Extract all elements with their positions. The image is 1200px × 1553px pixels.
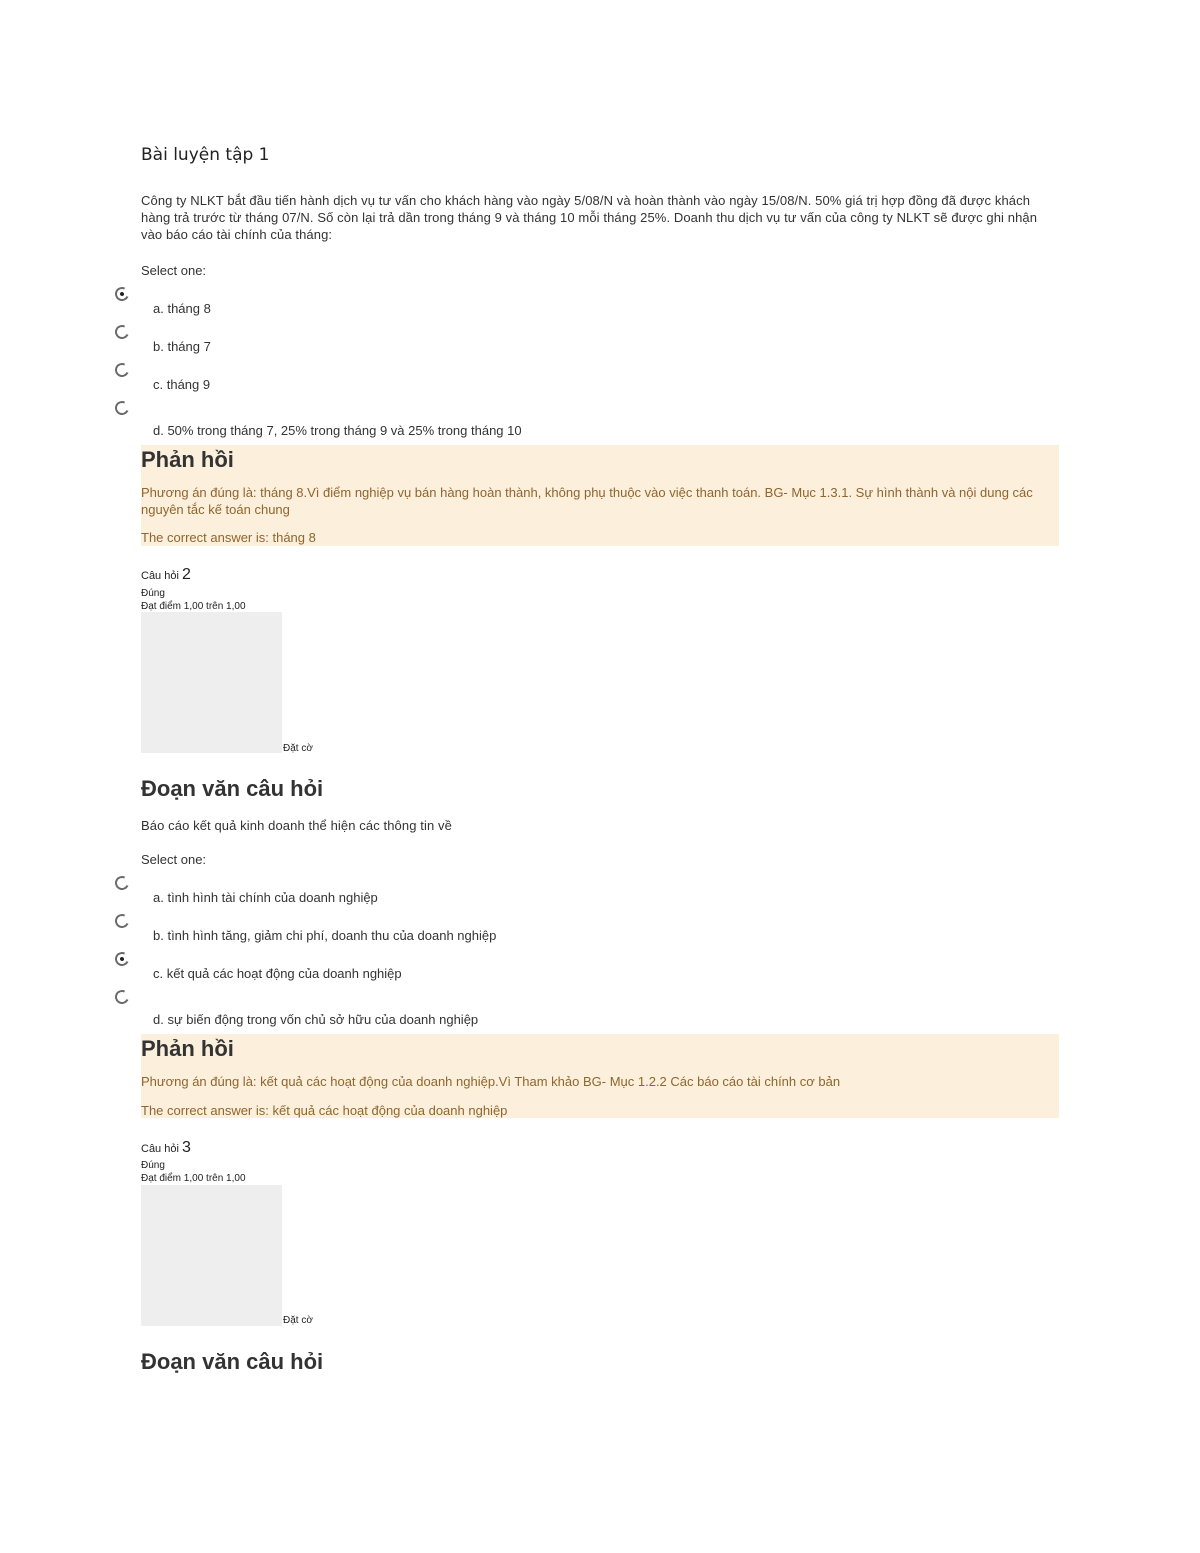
question-2-mark: Đạt điểm 1,00 trên 1,00 [141,601,246,612]
question-2-feedback-heading: Phản hồi [141,1036,234,1061]
question-1-feedback-explanation: Phương án đúng là: tháng 8.Vì điểm nghiệp vụ bán hàng hoàn thành, không phụ thuộc vào việc thanh toán. BG- Mục 1.3.1. Sự hình thành và nội dung các nguyên tắc kế toán chung [141,485,1033,517]
question-3-number-value: 3 [181,1139,191,1156]
question-1-option-d-label[interactable]: d. 50% trong tháng 7, 25% trong tháng 9 và 25% trong tháng 10 [153,423,522,438]
question-2-option-b-label[interactable]: b. tình hình tăng, giảm chi phí, doanh thu của doanh nghiệp [153,928,497,943]
question-2-correct-answer: The correct answer is: kết quả các hoạt động của doanh nghiệp [141,1103,508,1118]
question-2-option-a-label[interactable]: a. tình hình tài chính của doanh nghiệp [153,890,378,905]
question-2-status: Đúng [141,588,165,599]
question-1-option-a-label[interactable]: a. tháng 8 [153,301,211,316]
question-2-text: Báo cáo kết quả kinh doanh thể hiện các thông tin về [141,818,452,833]
question-3-number-label: Câu hỏi [141,1143,179,1155]
question-2-number-value: 2 [181,566,191,583]
question-2-option-d-radio[interactable] [113,988,131,1006]
question-1-option-b-label[interactable]: b. tháng 7 [153,339,211,354]
page-title: Bài luyện tập 1 [141,145,270,165]
question-3-info-box [141,1185,282,1326]
question-2-info-box [141,612,282,753]
question-3-section-heading: Đoạn văn câu hỏi [141,1349,324,1374]
question-2-flag-button[interactable]: Đặt cờ [283,743,313,754]
question-3-flag-button[interactable]: Đặt cờ [283,1315,313,1326]
question-2-section-heading: Đoạn văn câu hỏi [141,776,324,801]
question-2-select-label: Select one: [141,852,207,867]
question-2-number-label: Câu hỏi [141,570,179,582]
question-3-number [141,1139,191,1157]
question-1-option-b-radio[interactable] [113,323,131,341]
question-1-correct-answer: The correct answer is: tháng 8 [141,530,316,545]
question-1-option-c-radio[interactable] [113,361,131,379]
question-2-feedback-explanation: Phương án đúng là: kết quả các hoạt động của doanh nghiệp.Vì Tham khảo BG- Mục 1.2.2 Các báo cáo tài chính cơ bản [141,1074,841,1089]
question-2-option-c-radio[interactable] [113,950,131,968]
question-1-feedback-heading: Phản hồi [141,447,234,472]
question-2-option-c-label[interactable]: c. kết quả các hoạt động của doanh nghiệp [153,966,402,981]
question-1-option-c-label[interactable]: c. tháng 9 [153,377,211,392]
question-1-option-d-radio[interactable] [113,399,131,417]
question-1-option-a-radio[interactable] [113,285,131,303]
question-2-feedback [141,1034,1059,1118]
question-3-status: Đúng [141,1160,165,1171]
question-1-select-label: Select one: [141,263,207,278]
question-3-mark: Đạt điểm 1,00 trên 1,00 [141,1173,246,1184]
question-2-option-b-radio[interactable] [113,912,131,930]
question-2-option-d-label[interactable]: d. sự biến động trong vốn chủ sở hữu của doanh nghiệp [153,1012,479,1027]
question-1-text: Công ty NLKT bắt đầu tiến hành dịch vụ tư vấn cho khách hàng vào ngày 5/08/N và hoàn thành vào ngày 15/08/N. 50% giá trị hợp đồng đã được khách hàng trả trước từ tháng 07/N. Số còn lại trả dần trong tháng 9 và tháng 10 mỗi tháng 25%. Doanh thu dịch vụ tư vấn của công ty NLKT sẽ được ghi nhận vào báo cáo tài chính của tháng: [141,193,1038,242]
question-2-number [141,566,191,584]
question-2-option-a-radio[interactable] [113,874,131,892]
question-1-feedback [141,445,1059,546]
